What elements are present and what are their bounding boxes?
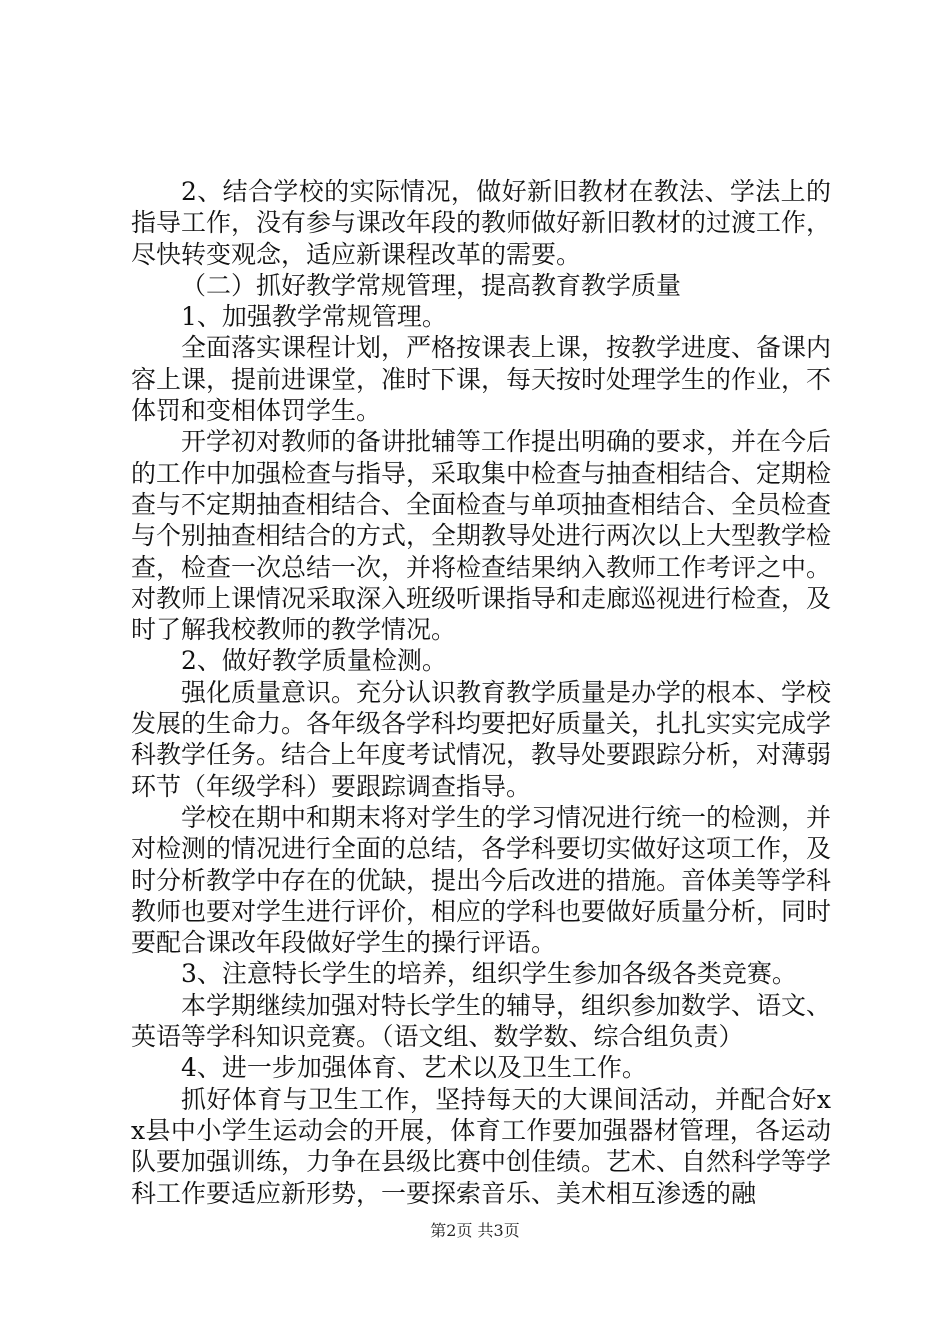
- subsection-heading: 4、进一步加强体育、艺术以及卫生工作。: [181, 1053, 647, 1083]
- subsection-heading: 2、做好教学质量检测。: [181, 646, 447, 676]
- paragraph: 开学初对教师的备讲批辅等工作提出明确的要求，并在今后的工作中加强检查与指导，采取集中检查与抽查相结合、定期检查与不定期抽查相结合、全面检查与单项抽查相结合、全员检查与个别抽查相结合的方式，全期教导处进行两次以上大型教学检查，检查一次总结一次，并将检查结果纳入教师工作考评之中。对教师上课情况采取深入班级听课指导和走廊巡视进行检查，及时了解我校教师的教学情况。: [131, 427, 832, 645]
- section-heading: （二）抓好教学常规管理，提高教育教学质量: [181, 270, 682, 300]
- paragraph: 强化质量意识。充分认识教育教学质量是办学的根本、学校发展的生命力。各年级各学科均要把好质量关，扎扎实实完成学科教学任务。结合上年度考试情况，教导处要跟踪分析，对薄弱环节（年级学科）要跟踪调查指导。: [131, 677, 832, 801]
- page-footer: 第2页 共3页: [430, 1221, 520, 1240]
- paragraph: 抓好体育与卫生工作，坚持每天的大课间活动，并配合好xx县中小学生运动会的开展，体育工作要加强器材管理，各运动队要加强训练，力争在县级比赛中创佳绩。艺术、自然科学等学科工作要适应新形势，一要探索音乐、美术相互渗透的融: [131, 1084, 832, 1208]
- paragraph: 2、结合学校的实际情况，做好新旧教材在教法、学法上的指导工作，没有参与课改年段的教师做好新旧教材的过渡工作，尽快转变观念，适应新课程改革的需要。: [131, 177, 832, 269]
- paragraph: 全面落实课程计划，严格按课表上课，按教学进度、备课内容上课，提前进课堂，准时下课，每天按时处理学生的作业，不体罚和变相体罚学生。: [131, 333, 832, 426]
- paragraph: 本学期继续加强对特长学生的辅导，组织参加数学、语文、英语等学科知识竞赛。（语文组、数学数、综合组负责）: [131, 990, 832, 1052]
- paragraph: 学校在期中和期末将对学生的学习情况进行统一的检测，并对检测的情况进行全面的总结，各学科要切实做好这项工作，及时分析教学中存在的优缺，提出今后改进的措施。音体美等学科教师也要对学生进行评价，相应的学科也要做好质量分析，同时要配合课改年段做好学生的操行评语。: [131, 802, 832, 958]
- document-body: [131, 176, 831, 1209]
- subsection-heading: 1、加强教学常规管理。: [181, 302, 447, 332]
- subsection-heading: 3、注意特长学生的培养，组织学生参加各级各类竞赛。: [181, 959, 797, 989]
